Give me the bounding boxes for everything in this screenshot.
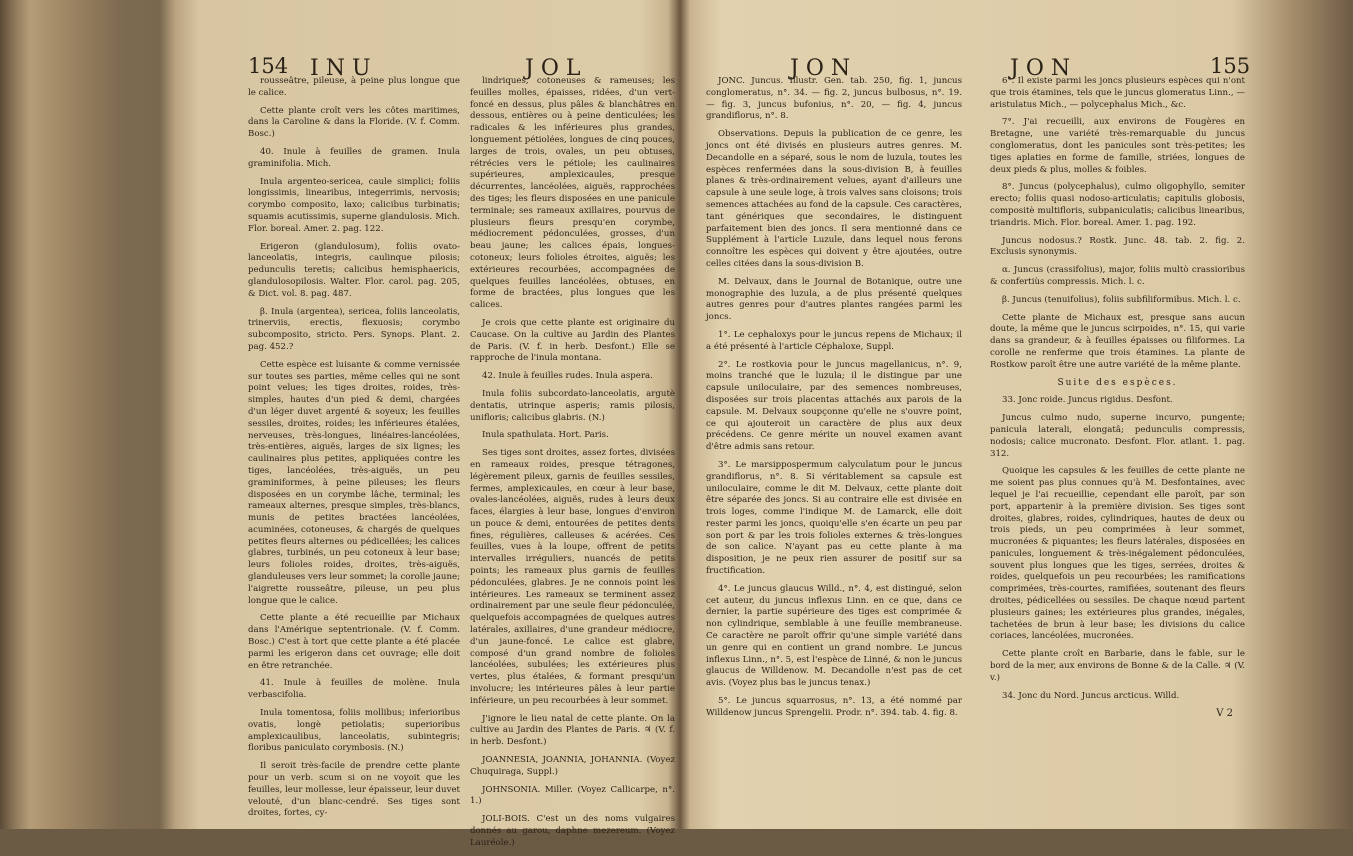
right-running-head-left: JON [790, 56, 858, 81]
paragraph: Cette plante a été recueillie par Michaux dans l'Amérique septentrionale. (V. f. Comm. Bosc.) C'est à tort que cette plante a été placée parmi les erigeron dans cet ouvrage; elle doit en être retranchée. [248, 613, 460, 671]
paragraph: JOHNSONIA. Miller. (Voyez Callicarpe, n°. 1.) [470, 784, 675, 807]
paragraph: M. Delvaux, dans le Journal de Botanique, outre une monographie des luzula, a de plus présenté quelques autres genres pour d'autres plantes rangées parmi les joncs. [706, 276, 962, 323]
right-page-number: 155 [1210, 54, 1251, 78]
paragraph: lindriques, cotoneuses & rameuses; les feuilles molles, épaisses, ridées, d'un vert-foncé en dessus, plus pâles & blanchâtres en dessous, entières ou à peine denticulées; les radicales & les inférieures plus grandes, longuement pétiolées, longues de cinq pouces, larges de trois, ovales, un peu obtuses, rétrécies vers le pétiole; les caulinaires supérieures, amplexicaules, presque décurrentes, lancéolées, aiguës, rapprochées des tiges; les fleurs disposées en une panicule terminale; ses rameaux axillaires, pourvus de plusieurs fleurs presqu'en corymbe, médiocrement pédonculées, grosses, d'un beau jaune; les calices épais, longues-cotoneux; leurs folioles étroites, aiguës; les extérieures recourbées, accompagnées de quelques feuilles lancéolées, obtuses, en forme de bractées, plus longues que les calices. [470, 76, 675, 311]
left-column-b [470, 76, 675, 856]
paragraph: 3°. Le marsippospermum calyculatum pour le juncus grandiflorus, n°. 8. Si véritablement sa capsule est uniloculaire, comme le dit M. Delvaux, cette plante doit être séparée des joncs. Si au contraire elle est divisée en trois loges, comme l'indique M. de Lamarck, elle doit rester parmi les joncs, quoiqu'elle s'en écarte un peu par son port & par les trois folioles externes & très-longues de son calice. N'ayant pas eu cette plante à ma disposition, je ne peux rien assurer de positif sur sa fructification. [706, 459, 962, 577]
paragraph: J'ignore le lieu natal de cette plante. On la cultive au Jardin des Plantes de Paris. ♃ (V. f. in herb. Desfont.) [470, 713, 675, 748]
paragraph: Inula foliis subcordato-lanceolatis, argutè dentatis, utrinque asperis; ramis pilosis, unifloris; calicibus glabris. (N.) [470, 388, 675, 423]
paragraph: Je crois que cette plante est originaire du Caucase. On la cultive au Jardin des Plantes de Paris. (V. f. in herb. Desfont.) Elle se rapproche de l'inula montana. [470, 317, 675, 364]
paragraph: 33. Jonc roide. Juncus rigidus. Desfont. [1002, 395, 1173, 406]
paragraph: 8°. Juncus (polycephalus), culmo oligophyllo, semiter erecto; foliis quasi nodoso-articulatis; capitulis globosis, compositè multifloris, subpaniculatis; calicibus linearibus, triandris. Mich. Flor. boreal. Amer. 1. pag. 192. [990, 182, 1245, 228]
right-page [680, 40, 1280, 820]
paragraph: 34. Jonc du Nord. Juncus arcticus. Willd. [1002, 690, 1180, 701]
paragraph: 5°. Le juncus squarrosus, n°. 13, a été nommé par Willdenow juncus Sprengelii. Prodr. n°. 394. tab. 4. fig. 8. [706, 696, 962, 718]
left-page [170, 40, 675, 848]
right-column-a [706, 76, 962, 726]
paragraph: α. Juncus (crassifolius), major, foliis multò crassioribus & confertiùs compressis. Mich. l. c. [990, 265, 1245, 287]
paragraph: Cette plante croît en Barbarie, dans le fable, sur le bord de la mer, aux environs de Bonne & de la Calle. ♃ (V. v.) [990, 649, 1245, 683]
paragraph: Quoique les capsules & les feuilles de cette plante ne me soient pas plus connues qu'à M. Desfontaines, avec lequel je l'ai recueillie, cependant elle paroît, par son port, appartenir à la première division. Ses tiges sont droites, glabres, roides, cylindriques, hautes de deux ou trois pieds, un peu comprimées à leur sommet, mucronées & piquantes; les fleurs latérales, disposées en panicules, longuement & très-inégalement pédonculées, souvent plus longues que les tiges, serrées, droites & roides, quelquefois un peu recourbées; les ramifications comprimées, très-courtes, ramifiées, soutenant des fleurs droites, pédicellées ou sessiles. De chaque nœud partent plusieurs gaines; les extérieures plus grandes, inégales, tachetées de brun à leur base; les divisions du calice coriaces, lancéolées, mucronées. [990, 466, 1245, 642]
left-running-head: INU [310, 56, 378, 81]
left-page-number: 154 [248, 54, 289, 78]
paragraph: 40. Inule à feuilles de gramen. Inula graminifolia. Mich. [248, 146, 460, 169]
paragraph: β. Juncus (tenuifolius), foliis subfiliformibus. Mich. l. c. [1002, 294, 1241, 305]
paragraph: Inula argenteo-sericea, caule simplici; foliis longissimis, linearibus, integerrimis, nervosis; corymbo composito, laxo; calicibus turbinatis; squamis acutissimis, superne glandulosis. Mich. Flor. boreal. Amer. 2. pag. 122. [248, 176, 460, 234]
right-column-b [990, 76, 1245, 720]
right-running-head-right: JON [1010, 56, 1078, 81]
paragraph: 1°. Le cephaloxys pour le juncus repens de Michaux; il a été présenté à l'article Céphaloxe, Suppl. [706, 329, 962, 352]
paragraph: 42. Inule à feuilles rudes. Inula aspera. [482, 371, 653, 382]
left-column-a [248, 76, 460, 826]
paragraph: 4°. Le juncus glaucus Willd., n°. 4, est distingué, selon cet auteur, du juncus inflexus Linn. en ce que, dans ce dernier, la partie supérieure des tiges est comprimée & non cylindrique, semblable à une feuille membraneuse. Ce caractère ne paroît offrir qu'une simple variété dans un genre qui en contient un grand nombre. Le juncus inflexus Linn., n°. 5, est l'espèce de Linné, & non le juncus glaucus de Willdenow. M. Decandolle n'est pas de cet avis. (Voyez plus bas le juncus tenax.) [706, 583, 962, 689]
left-running-head-center: JOL [525, 56, 588, 81]
paragraph: JONC. Juncus. Illustr. Gen. tab. 250, fig. 1, juncus conglomeratus, n°. 34. — fig. 2, juncus bulbosus, n°. 19. — fig. 3, juncus bufonius, n°. 20, — fig. 4, juncus grandiflorus, n°. 8. [706, 76, 962, 122]
paragraph: Juncus nodosus.? Rostk. Junc. 48. tab. 2. fig. 2. Exclusis synonymis. [990, 235, 1245, 258]
paragraph: JOLI-BOIS. C'est un des noms vulgaires donnés au garou, daphne mezereum. (Voyez Lauréole.) [470, 814, 675, 848]
paragraph: Cette plante croît vers les côtes maritimes, dans la Caroline & dans la Floride. (V. f. Comm. Bosc.) [248, 105, 460, 140]
section-heading: Suite des espèces. [1057, 377, 1178, 388]
paragraph: 2°. Le rostkovia pour le juncus magellanicus, n°. 9, moins tranché que le luzula; il le distingue par une capsule uniloculaire, par des semences nombreuses, disposées sur trois placentas attachés aux parois de la capsule. M. Delvaux soupçonne qu'elle ne s'ouvre point, ce qui ajouteroit un caractère de plus aux deux précédens. Ce genre mérite un nouvel examen avant d'être admis sans retour. [706, 359, 962, 453]
paragraph: Inula spathulata. Hort. Paris. [482, 430, 609, 441]
signature-mark: V 2 [1216, 708, 1233, 720]
paragraph: JOANNESIA, JOANNIA, JOHANNIA. (Voyez Chuquiraga, Suppl.) [470, 755, 675, 777]
paragraph: β. Inula (argentea), sericea, foliis lanceolatis, trinerviis, erectis, flexuosis; corymbo subcomposito, stricto. Pers. Synops. Plant. 2. pag. 452.? [248, 306, 460, 352]
paragraph: Il seroit très-facile de prendre cette plante pour un verb. scum si on ne voyoit que les feuilles, leur mollesse, leur épaisseur, leur duvet velouté, d'un blanc-cendré. Ses tiges sont droites, fortes, cy- [248, 761, 460, 819]
paragraph: Juncus culmo nudo, superne incurvo, pungente; panicula laterali, elongatâ; pedunculis compressis, nodosis; calice mucronato. Desfont. Flor. atlant. 1. pag. 312. [990, 413, 1245, 459]
paragraph: rousseâtre, pileuse, à peine plus longue que le calice. [248, 76, 460, 98]
paragraph: Erigeron (glandulosum), foliis ovato-lanceolatis, integris, caulinque pilosis; pedunculis teretis; calicibus hemisphaericis, glandulosopilosis. Walter. Flor. carol. pag. 205, & Dict. vol. 8. pag. 487. [248, 241, 460, 299]
paragraph: 6°. Il existe parmi les joncs plusieurs espèces qui n'ont que trois étamines, tels que le juncus glomeratus Linn., — aristulatus Mich., — polycephalus Mich., &c. [990, 76, 1245, 110]
paragraph: 7°. J'ai recueilli, aux environs de Fougères en Bretagne, une variété très-remarquable du juncus conglomeratus, dont les panicules sont très-petites; les tiges aplaties en forme de famille, striées, longues de deux pieds & plus, molles & foibles. [990, 117, 1245, 175]
paragraph: Cette plante de Michaux est, presque sans aucun doute, la même que le juncus scirpoides, n°. 15, qui varie dans sa grandeur, & à feuilles épaisses ou filiformes. La corolle ne renferme que trois étamines. La plante de Rostkow paroît être une autre variété de la même plante. [990, 312, 1245, 370]
paragraph: Inula tomentosa, foliis mollibus; inferioribus ovatis, longè petiolatis; superioribus amplexicaulibus, lanceolatis, subintegris; floribus paniculato corymbosis. (N.) [248, 708, 460, 754]
paragraph: Cette espèce est luisante & comme vernissée sur toutes ses parties, même celles qui ne sont point velues; les tiges droites, roides, très-simples, hautes d'un pied & demi, chargées d'un léger duvet argenté & soyeux; les feuilles sessiles, droites, roides; les inférieures étalées, nerveuses, très-longues, linéaires-lancéolées, très-entières, aiguës, larges de six lignes; les caulinaires plus petites, appliquées contre les tiges, lancéolées, très-aiguës, un peu graminiformes, à peine pileuses; les fleurs disposées en un corymbe lâche, terminal; les rameaux alternes, presque simples, très-blancs, munis de petites bractées lancéolées, acuminées, cotoneuses, & chargés de quelques petites fleurs alternes ou pédicellées; les calices glabres, turbinés, un peu cotoneux à leur base; leurs folioles roides, droites, très-aiguës, glanduleuses vers leur sommet; la corolle jaune; l'aigrette rousseâtre, pileuse, un peu plus longue que le calice. [248, 359, 460, 606]
paragraph: Observations. Depuis la publication de ce genre, les joncs ont été divisés en plusieurs autres genres. M. Decandolle en a séparé, sous le nom de luzula, toutes les espèces renfermées dans la sous-division B, à feuilles planes & très-ordinairement velues, ayant d'ailleurs une capsule à une seule loge, à trois valves sans cloisons; trois semences attachées au fond de la capsule. Ces caractères, tant génériques que secondaires, le distinguent parfaitement bien des joncs. Il sera mentionné dans ce Supplément à l'article Luzule, dans lequel nous ferons connoître les espèces qui doivent y être ajoutées, outre celles citées dans la sous-division B. [706, 129, 962, 269]
paragraph: Ses tiges sont droites, assez fortes, divisées en rameaux roides, presque tétragones, légèrement pileux, garnis de feuilles sessiles, fermes, amplexicaules, en cœur à leur base, ovales-lancéolées, aiguës, rudes à leurs deux faces, élargies à leur base, longues d'environ un pouce & demi, entourées de petites dents fines, régulières, calleuses & acérées. Ces feuilles, vues à la loupe, offrent de petits intervalles irréguliers, nuancés de petits points; les rameaux plus garnis de feuilles pédonculées, glabres. Je ne connois point les intérieures. Les rameaux se terminent assez ordinairement par une seule fleur pédonculée, quelquefois accompagnées de quelques autres latérales, axillaires, d'une grandeur médiocre, d'un jaune-foncé. Le calice est glabre, composé d'un grand nombre de folioles lancéolées, subulées; les extérieures plus vertes, plus étalées, & formant presqu'un involucre; les intérieures pâles à leur partie inférieure, un peu recourbées à leur sommet. [470, 448, 675, 706]
paragraph: 41. Inule à feuilles de molène. Inula verbascifolia. [248, 678, 460, 701]
